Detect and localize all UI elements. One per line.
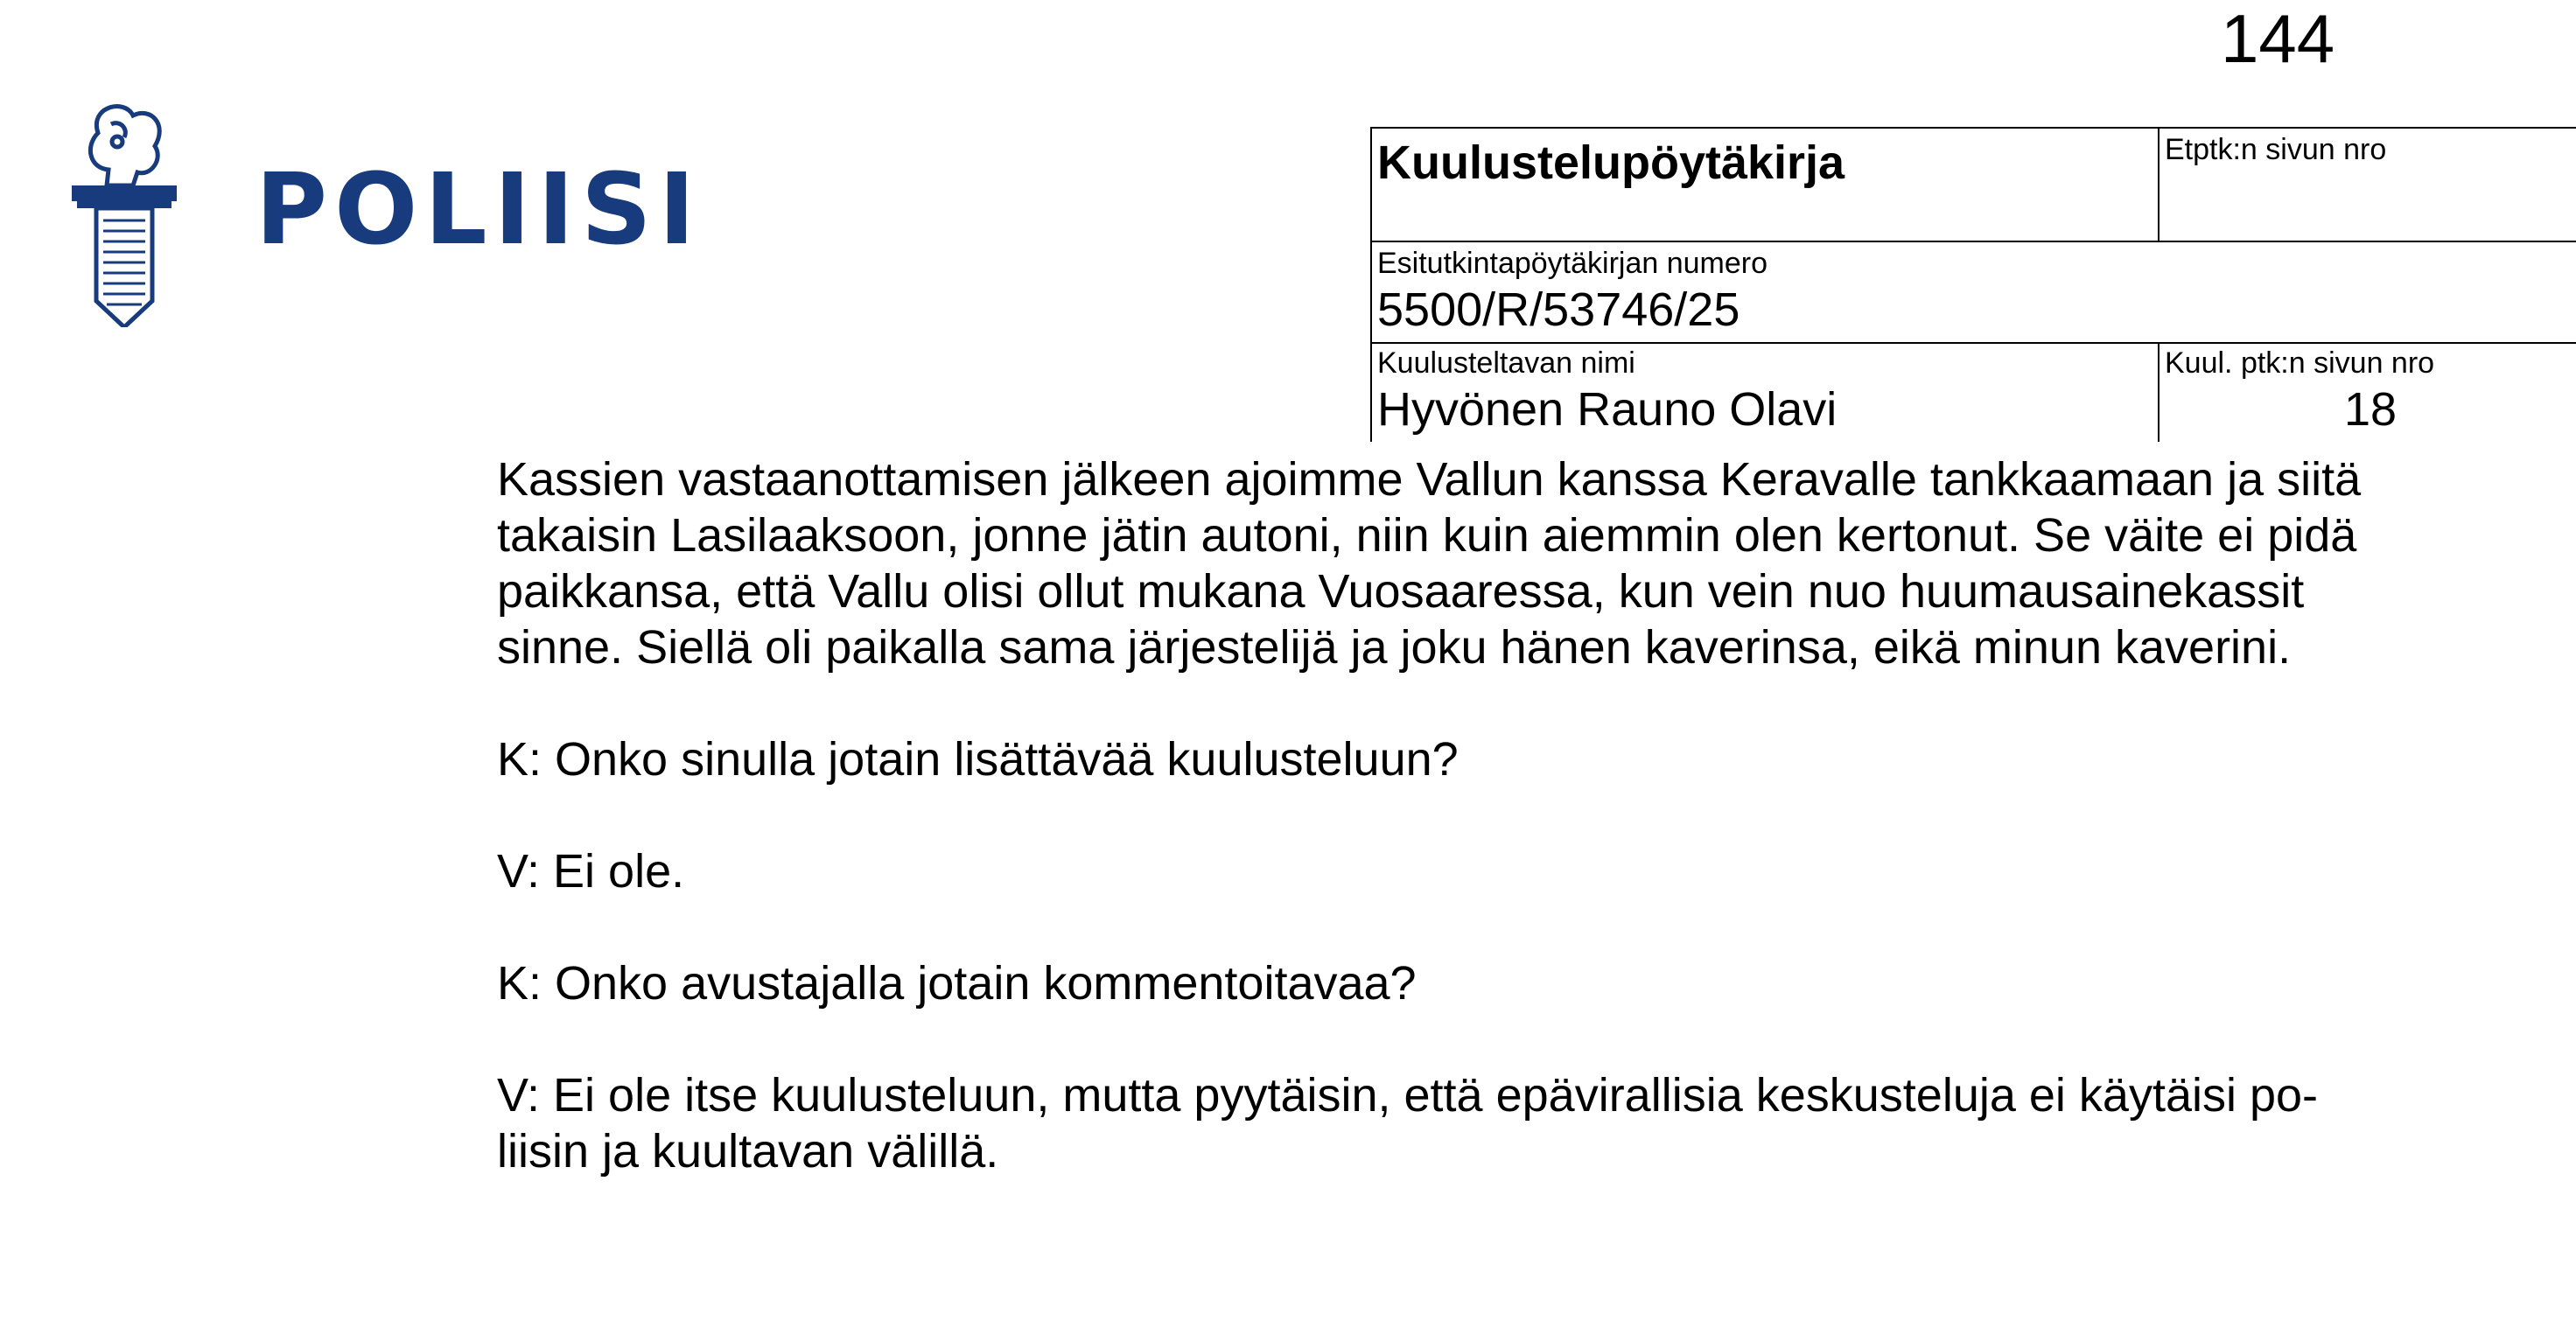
page-number: 144	[2221, 0, 2335, 77]
text-line: Kassien vastaanottamisen jälkeen ajoimme Vallun kanssa Keravalle tankkaamaan ja siitä	[497, 453, 2362, 506]
text-line: K: Onko sinulla jotain lisättävää kuulusteluun?	[497, 733, 1459, 786]
text-line: K: Onko avustajalla jotain kommentoitavaa?	[497, 957, 1417, 1010]
header-table	[1370, 127, 2576, 442]
statement-body	[497, 451, 2466, 1235]
record-number: 5500/R/53746/25	[1377, 283, 1740, 336]
logo-text: POLIISI	[256, 153, 703, 267]
text-line: paikkansa, että Vallu olisi ollut mukana Vuosaaressa, kun vein nuo huumausainekassit	[497, 565, 2305, 618]
lion-sword-emblem-icon	[72, 98, 177, 327]
kuul-page-number: 18	[2343, 383, 2398, 436]
text-line: takaisin Lasilaaksoon, jonne jätin autoni, niin kuin aiemmin olen kertonut. Se väite ei pidä	[497, 509, 2357, 562]
record-number-label: Esitutkintapöytäkirjan numero	[1377, 247, 1768, 280]
question-paragraph	[497, 955, 2466, 1011]
statement-paragraph	[497, 451, 2466, 675]
document-title: Kuulustelupöytäkirja	[1377, 136, 1845, 189]
kuul-page-label: Kuul. ptk:n sivun nro	[2165, 346, 2435, 380]
answer-paragraph	[497, 1067, 2466, 1179]
answer-paragraph	[497, 843, 2466, 899]
question-paragraph	[497, 731, 2466, 787]
poliisi-logo	[72, 98, 703, 327]
text-line: V: Ei ole itse kuulusteluun, mutta pyytäisin, että epävirallisia keskusteluja ei käytäisi po-	[497, 1069, 2319, 1122]
name-label: Kuulusteltavan nimi	[1377, 346, 1635, 380]
interviewee-name: Hyvönen Rauno Olavi	[1377, 383, 1838, 436]
etptk-page-label: Etptk:n sivun nro	[2165, 133, 2387, 166]
text-line: sinne. Siellä oli paikalla sama järjestelijä ja joku hänen kaverinsa, eikä minun kaverini.	[497, 621, 2292, 674]
text-line: liisin ja kuultavan välillä.	[497, 1125, 999, 1178]
text-line: V: Ei ole.	[497, 845, 685, 898]
